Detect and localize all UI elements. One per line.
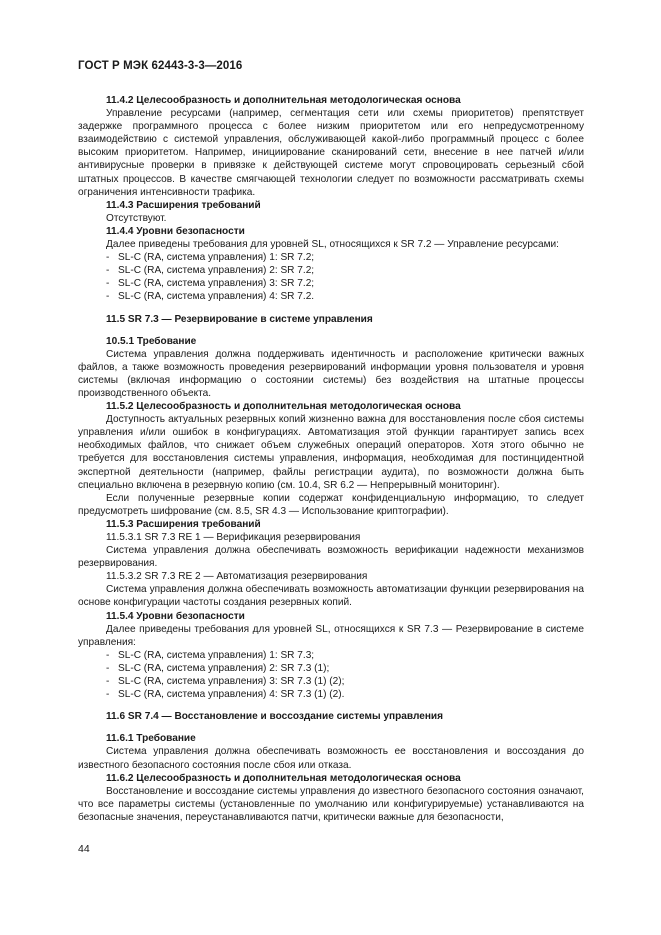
section-heading: 11.5 SR 7.3 — Резервирование в системе управления: [106, 313, 373, 325]
paragraph: Управление ресурсами (например, сегментация сети или схемы приоритетов) препятствует задержке программного процесса с более низким приоритетом или его непредусмотренному взаимодействию с системой управления, обслуживающей какой-либо программный процесс с более высоким приоритетом. Например, инициирование сканирований сети, внесение в нее патчей и/или антивирусные проверки в привязке к действующей системе могут спровоцировать серьезный сбой штатных процессов. В качестве смягчающей технологии следует по возможности рассматривать схемы ограничения интенсивности трафика.: [78, 108, 584, 198]
section-heading: 11.4.2 Целесообразность и дополнительная методологическая основа: [106, 95, 461, 106]
section-heading: 11.4.4 Уровни безопасности: [106, 225, 245, 237]
paragraph: Система управления должна обеспечивать возможность верификации надежности механизмов резервирования.: [78, 545, 584, 570]
list-dash: -: [106, 291, 110, 303]
section-heading: 11.5.2 Целесообразность и дополнительная методологическая основа: [106, 401, 461, 413]
list-item: [78, 290, 584, 303]
paragraph: Доступность актуальных резервных копий жизненно важна для восстановления после сбоя системы управления и/или ошибок в конфигурациях. Автоматизация этой функции гарантирует запись всех необходимых файлов, что снижает объем служебных операций операторов. Хотя этого обычно не требуется для восстановления системы управления, информация, необходимая для постинцидентной экспертной деятельности (например, файлы регистрации аудита), по возможности должна быть специально включена в резервную копию (см. 10.4, SR 6.2 — Непрерывный мониторинг).: [78, 414, 584, 491]
section-heading: 11.6.2 Целесообразность и дополнительная методологическая основа: [106, 772, 461, 784]
list-item: [78, 675, 584, 688]
indented-line: Далее приведены требования для уровней SL, относящихся к SR 7.2 — Управление ресурсами:: [106, 239, 559, 251]
paragraph: Восстановление и воссоздание системы управления до известного безопасного состояния означают, что все параметры системы (установленные по умолчанию или конфигурируемые) устанавливаются на безопасные значения, переустанавливаются патчи, критически важные для безопасности,: [78, 785, 584, 823]
section-heading: 11.5.4 Уровни безопасности: [106, 610, 245, 622]
list-item: [78, 662, 584, 675]
paragraph: Система управления должна обеспечивать возможность ее восстановления и воссоздания до известного безопасного состояния после сбоя или отказа.: [78, 746, 584, 771]
list-dash: -: [106, 662, 110, 674]
list-item-text: SL-C (RA, система управления) 1: SR 7.3;: [118, 649, 315, 661]
paragraph: Система управления должна обеспечивать возможность автоматизации функции резервирования на основе конфигурации частоты создания резервных копий.: [78, 584, 584, 609]
list-dash: -: [106, 676, 110, 688]
list-item: [78, 688, 584, 701]
indented-line: Отсутствуют.: [106, 212, 167, 224]
list-item-text: SL-C (RA, система управления) 3: SR 7.2;: [118, 278, 315, 290]
section-heading: 11.6.1 Требование: [106, 733, 196, 745]
list-item-text: SL-C (RA, система управления) 1: SR 7.2;: [118, 252, 315, 264]
list-item-text: SL-C (RA, система управления) 2: SR 7.3 (1);: [118, 662, 330, 674]
section-heading: 11.6 SR 7.4 — Восстановление и воссоздание системы управления: [106, 711, 444, 723]
list-dash: -: [106, 265, 110, 277]
page-number: 44: [78, 843, 90, 855]
list-dash: -: [106, 689, 110, 701]
section-heading: 11.4.3 Расширения требований: [106, 199, 261, 211]
document-header: ГОСТ Р МЭК 62443-3-3—2016: [78, 60, 243, 72]
list-item-text: SL-C (RA, система управления) 4: SR 7.3 (1) (2).: [118, 689, 345, 701]
indented-line: 11.5.3.1 SR 7.3 RE 1 — Верификация резервирования: [106, 532, 361, 543]
list-item-text: SL-C (RA, система управления) 2: SR 7.2;: [118, 265, 315, 277]
list-dash: -: [106, 252, 110, 264]
list-item: [78, 277, 584, 290]
list-item-text: SL-C (RA, система управления) 3: SR 7.3 (1) (2);: [118, 676, 345, 688]
list-dash: -: [106, 278, 110, 290]
list-item: [78, 264, 584, 277]
paragraph: Если полученные резервные копии содержат конфиденциальную информацию, то следует предусмотреть шифрование (см. 8.5, SR 4.3 — Использование криптографии).: [78, 492, 584, 517]
list-item: [78, 251, 584, 264]
section-heading: 11.5.3 Расширения требований: [106, 518, 261, 530]
list-dash: -: [106, 649, 110, 661]
section-heading: 10.5.1 Требование: [106, 335, 197, 347]
list-item-text: SL-C (RA, система управления) 4: SR 7.2.: [118, 291, 315, 303]
list-item: [78, 649, 584, 662]
indented-line: 11.5.3.2 SR 7.3 RE 2 — Автоматизация резервирования: [106, 571, 368, 583]
paragraph: Система управления должна поддерживать идентичность и расположение критически важных файлов, а также возможность проведения резервирований информации уровня пользователя и уровня системы (включая информацию о состоянии системы) без воздействия на штатные процессы производственного объекта.: [78, 348, 584, 399]
document-body: [78, 94, 584, 824]
paragraph: Далее приведены требования для уровней SL, относящихся к SR 7.3 — Резервирование в системе управления:: [78, 623, 584, 648]
